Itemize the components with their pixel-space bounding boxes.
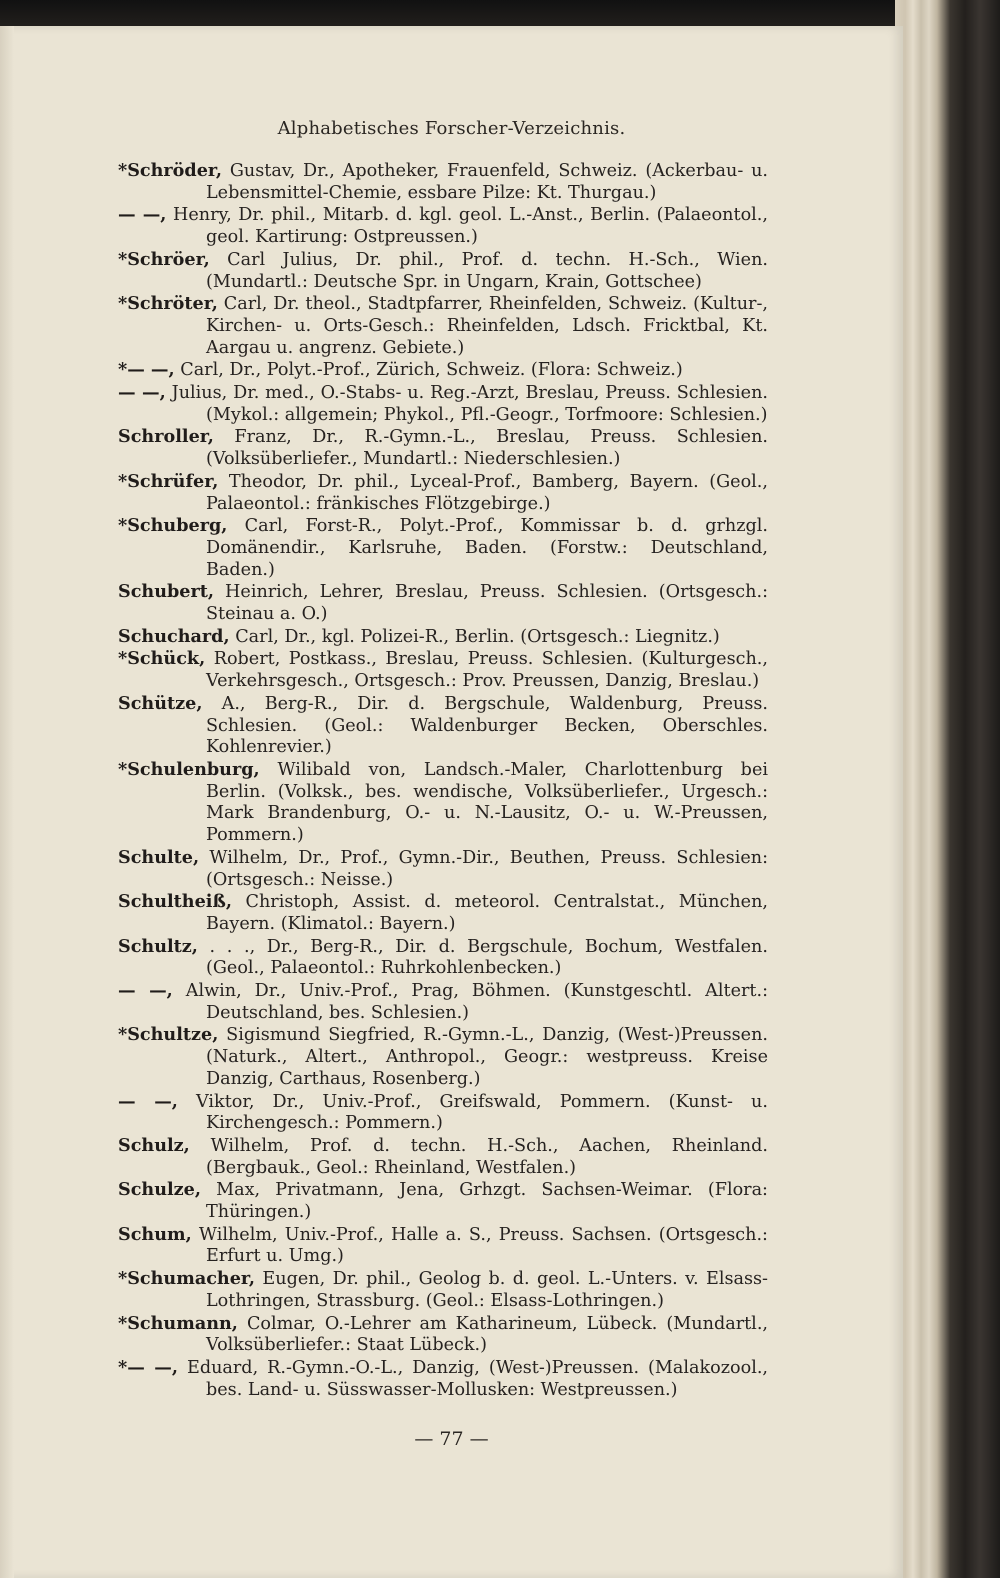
entry-surname: — —, <box>118 1090 178 1112</box>
directory-entry <box>118 1268 768 1312</box>
entry-list <box>118 160 768 1401</box>
entry-surname: Schütze, <box>118 692 203 714</box>
entry-details: Carl, Dr. theol., Stadtpfarrer, Rheinfelden, Schweiz. (Kultur-, Kirchen- u. Orts-Gesch.: Rheinfelden, Ldsch. Fricktbal, Kt. Aargau u. angrenz. Gebiete.) <box>206 294 768 358</box>
book-spine <box>895 0 1000 1578</box>
entry-details: Alwin, Dr., Univ.-Prof., Prag, Böhmen. (Kunstgeschtl. Altert.: Deutschland, bes. Schlesien.) <box>172 981 768 1023</box>
entry-details: Carl Julius, Dr. phil., Prof. d. techn. H.-Sch., Wien. (Mundartl.: Deutsche Spr. in Ungarn, Krain, Gottschee) <box>206 249 768 292</box>
entry-surname: Schulz, <box>118 1134 190 1156</box>
entry-details: Carl, Dr., kgl. Polizei-R., Berlin. (Ortsgesch.: Liegnitz.) <box>229 626 720 647</box>
entry-surname: *Schröer, <box>118 248 210 270</box>
entry-surname: Schubert, <box>118 581 215 603</box>
entry-surname: Schultz, <box>118 935 198 957</box>
page-number: — 77 — <box>414 1428 489 1450</box>
page-header: Alphabetisches Forscher-Verzeichnis. <box>277 118 626 139</box>
entry-surname: *Schröter, <box>118 293 218 315</box>
entry-surname: *Schrüfer, <box>118 470 219 492</box>
directory-entry <box>118 359 768 382</box>
directory-entry <box>118 847 768 891</box>
entry-surname: *— —, <box>118 1356 179 1378</box>
entry-details: Wilhelm, Univ.-Prof., Halle a. S., Preuss. Sachsen. (Ortsgesch.: Erfurt u. Umg.) <box>191 1224 768 1267</box>
entry-details: Gustav, Dr., Apotheker, Frauenfeld, Schweiz. (Ackerbau- u. Lebensmittel-Chemie, essbare Pilze: Kt. Thurgau.) <box>206 161 768 203</box>
entry-surname: Schum, <box>118 1223 192 1245</box>
entry-details: . . ., Dr., Berg-R., Dir. d. Bergschule, Bochum, Westfalen. (Geol., Palaeontol.: Ruhrkohlenbecken.) <box>197 936 768 979</box>
entry-details: Heinrich, Lehrer, Breslau, Preuss. Schlesien. (Ortsgesch.: Steinau a. O.) <box>206 582 768 625</box>
entry-surname: — —, <box>118 382 166 404</box>
entry-surname: *— —, <box>118 359 175 381</box>
directory-entry <box>118 891 768 935</box>
directory-entry <box>118 1357 768 1401</box>
entry-details: Franz, Dr., R.-Gymn.-L., Breslau, Preuss. Schlesien. (Volksüberliefer., Mundartl.: Niederschlesien.) <box>206 427 768 470</box>
entry-details: Max, Privatmann, Jena, Grhzgt. Sachsen-Weimar. (Flora: Thüringen.) <box>201 1180 768 1223</box>
directory-entry <box>118 1024 768 1090</box>
entry-details: A., Berg-R., Dir. d. Bergschule, Waldenburg, Preuss. Schlesien. (Geol.: Waldenburger Becken, Oberschles. Kohlenrevier.) <box>202 693 768 758</box>
directory-entry <box>118 515 768 581</box>
entry-details: Colmar, O.-Lehrer am Katharineum, Lübeck. (Mundartl., Volksüberliefer.: Staat Lübeck.) <box>206 1313 768 1356</box>
entry-surname: *Schumacher, <box>118 1268 256 1290</box>
entry-surname: — —, <box>118 204 167 226</box>
directory-entry <box>118 936 768 980</box>
entry-details: Wilhelm, Dr., Prof., Gymn.-Dir., Beuthen, Preuss. Schlesien: (Ortsgesch.: Neisse.) <box>199 847 768 890</box>
directory-entry <box>118 204 768 248</box>
entry-details: Carl, Dr., Polyt.-Prof., Zürich, Schweiz. (Flora: Schweiz.) <box>174 360 683 381</box>
entry-details: Eugen, Dr. phil., Geolog b. d. geol. L.-Unters. v. Elsass-Lothringen, Strassburg. (Geol.: Elsass-Lothringen.) <box>206 1269 768 1311</box>
directory-entry <box>118 581 768 625</box>
entry-surname: — —, <box>118 980 173 1002</box>
entry-details: Henry, Dr. phil., Mitarb. d. kgl. geol. L.-Anst., Berlin. (Palaeontol., geol. Kartirung: Ostpreussen.) <box>166 205 768 248</box>
entry-details: Sigismund Siegfried, R.-Gymn.-L., Danzig, (West-)Preussen. (Naturk., Altert., Anthropol., Geogr.: westpreuss. Kreise Danzig, Carthaus, Rosenberg.) <box>206 1025 768 1089</box>
directory-entry <box>118 471 768 515</box>
directory-entry <box>118 759 768 847</box>
entry-details: Viktor, Dr., Univ.-Prof., Greifswald, Pommern. (Kunst- u. Kirchengesch.: Pommern.) <box>177 1091 768 1134</box>
page-edge <box>0 26 14 1578</box>
entry-details: Robert, Postkass., Breslau, Preuss. Schlesien. (Kulturgesch., Verkehrsgesch., Ortsgesch.: Prov. Preussen, Danzig, Breslau.) <box>205 649 768 692</box>
entry-surname: *Schulenburg, <box>118 758 260 780</box>
directory-entry <box>118 426 768 470</box>
entry-surname: *Schultze, <box>118 1024 219 1046</box>
directory-entry <box>118 160 768 204</box>
directory-entry <box>118 1224 768 1268</box>
entry-surname: *Schröder, <box>118 160 223 181</box>
entry-surname: *Schuberg, <box>118 515 228 537</box>
directory-entry <box>118 980 768 1024</box>
directory-entry <box>118 693 768 759</box>
entry-surname: Schultheiß, <box>118 891 232 913</box>
directory-entry <box>118 293 768 359</box>
directory-entry <box>118 249 768 293</box>
entry-surname: *Schück, <box>118 648 206 670</box>
entry-details: Carl, Forst-R., Polyt.-Prof., Kommissar b. d. grhzgl. Domänendir., Karlsruhe, Baden. (Forstw.: Deutschland, Baden.) <box>206 516 768 580</box>
entry-details: Julius, Dr. med., O.-Stabs- u. Reg.-Arzt, Breslau, Preuss. Schlesien. (Mykol.: allgemein; Phykol., Pfl.-Geogr., Torfmoore: Schlesien.) <box>165 383 768 425</box>
entry-surname: Schroller, <box>118 426 214 448</box>
entry-surname: *Schumann, <box>118 1312 238 1334</box>
entry-details: Wilhelm, Prof. d. techn. H.-Sch., Aachen, Rheinland. (Bergbauk., Geol.: Rheinland, Westfalen.) <box>189 1135 768 1178</box>
directory-entry <box>118 648 768 692</box>
entry-surname: Schuchard, <box>118 625 230 647</box>
entry-surname: Schulze, <box>118 1179 201 1201</box>
directory-entry <box>118 1091 768 1135</box>
directory-entry <box>118 626 768 649</box>
entry-details: Christoph, Assist. d. meteorol. Centralstat., München, Bayern. (Klimatol.: Bayern.) <box>206 892 768 934</box>
directory-entry <box>118 1179 768 1223</box>
entry-details: Wilibald von, Landsch.-Maler, Charlottenburg bei Berlin. (Volksk., bes. wendische, Volksüberliefer., Urgesch.: Mark Brandenburg, O.- u. N.-Lausitz, O.- u. W.-Preussen, Pommern.) <box>206 759 768 846</box>
directory-entry <box>118 382 768 426</box>
entry-surname: Schulte, <box>118 846 200 868</box>
directory-entry <box>118 1135 768 1179</box>
directory-entry <box>118 1313 768 1357</box>
entry-details: Eduard, R.-Gymn.-O.-L., Danzig, (West-)Preussen. (Malakozool., bes. Land- u. Süsswasser-Mollusken: Westpreussen.) <box>178 1357 769 1400</box>
entry-details: Theodor, Dr. phil., Lyceal-Prof., Bamberg, Bayern. (Geol., Palaeontol.: fränkisches Flötzgebirge.) <box>206 471 768 514</box>
